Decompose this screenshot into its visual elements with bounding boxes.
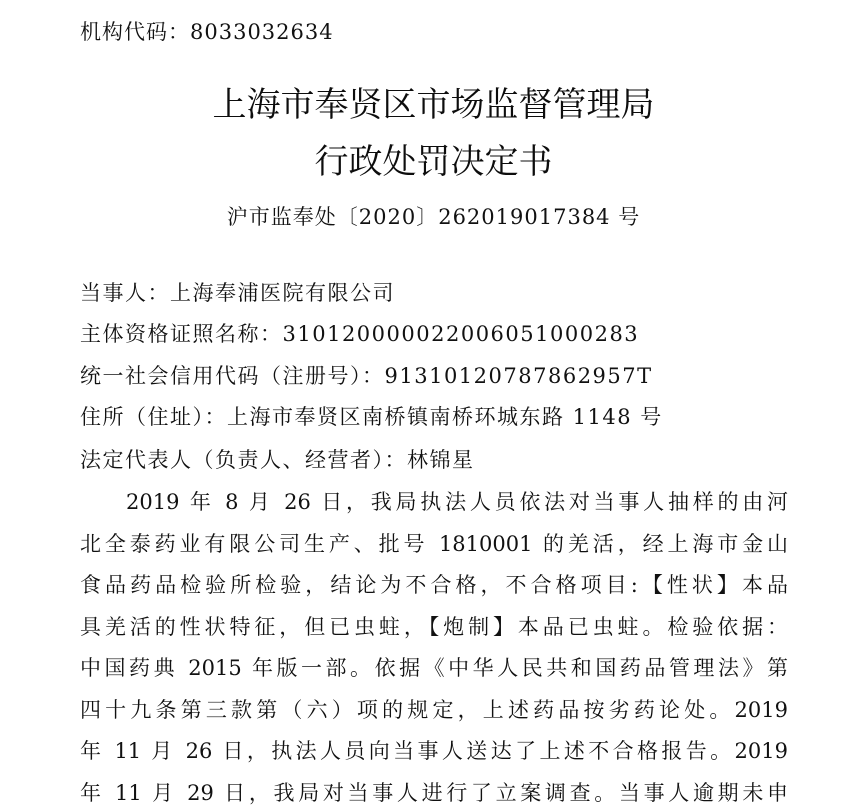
body-line: 四十九条第三款第（六）项的规定，上述药品按劣药论处。2019	[80, 698, 788, 722]
legal-representative: 法定代表人（负责人、经营者）：林锦星	[80, 448, 475, 472]
document-number: 沪市监奉处〔2020〕262019017384 号	[226, 205, 641, 229]
body-line: 年 11 月 29 日，我局对当事人进行了立案调查。当事人逾期未申	[80, 781, 788, 805]
party-name: 当事人：上海奉浦医院有限公司	[80, 281, 395, 305]
body-line: 年 11 月 26 日，执法人员向当事人送达了上述不合格报告。2019	[80, 739, 788, 763]
document-title: 行政处罚决定书	[314, 142, 553, 182]
body-line: 2019 年 8 月 26 日，我局执法人员依法对当事人抽样的由河	[126, 490, 788, 514]
agency-title: 上海市奉贤区市场监督管理局	[212, 85, 655, 125]
body-line: 中国药典 2015 年版一部。依据《中华人民共和国药品管理法》第	[80, 656, 788, 680]
credit-code: 统一社会信用代码（注册号）：91310120787862957T	[80, 364, 653, 388]
body-line: 具羌活的性状特征，但已虫蛀，【炮制】本品已虫蛀。检验依据：	[80, 615, 788, 639]
address: 住所（住址）：上海市奉贤区南桥镇南桥环城东路 1148 号	[80, 405, 663, 429]
body-line: 北全泰药业有限公司生产、批号 1810001 的羌活，经上海市金山	[80, 532, 788, 556]
body-line: 食品药品检验所检验，结论为不合格，不合格项目:【性状】本品	[80, 573, 788, 597]
org-code: 机构代码：8033032634	[80, 20, 334, 44]
license-name: 主体资格证照名称：310120000022006051000283	[80, 322, 640, 346]
